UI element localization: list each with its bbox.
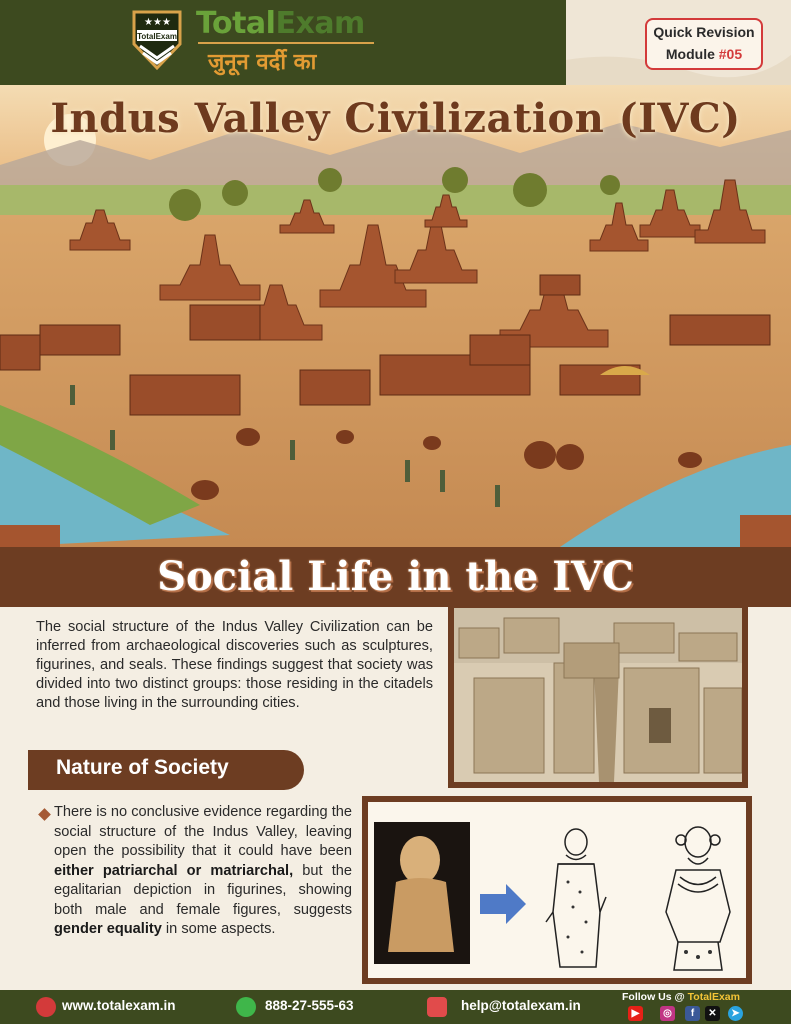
header <box>0 0 791 85</box>
priest-king-illustration <box>368 802 746 978</box>
hero-title: Indus Valley Civilization (IVC) <box>50 95 741 142</box>
subheading-pill <box>28 750 304 790</box>
header-brand-area <box>0 0 566 85</box>
section-title: Social Life in the IVC <box>157 553 634 600</box>
brand-divider <box>198 42 374 44</box>
telegram-icon[interactable]: ➤ <box>728 1006 743 1021</box>
youtube-icon[interactable]: ▶ <box>628 1006 643 1021</box>
totalexam-logo-icon <box>130 8 184 74</box>
bullet-text-3: in some aspects. <box>161 921 276 937</box>
svg-text:TotalExam: TotalExam <box>137 32 177 41</box>
svg-text:★: ★ <box>144 17 153 28</box>
brand-name-main: Total <box>196 6 276 41</box>
svg-text:★: ★ <box>153 17 162 28</box>
module-id: #05 <box>718 46 743 62</box>
bullet-text-2: but the egalitarian depiction in figurines, showing both male and female figures, suggests <box>54 862 353 918</box>
quick-revision-label: Quick Revision <box>653 24 755 40</box>
follow-handle: TotalExam <box>687 991 740 1003</box>
bullet-bold-2: gender equality <box>54 921 162 937</box>
follow-us-label <box>622 991 740 1003</box>
figurine-comparison-figure <box>362 796 752 984</box>
globe-icon <box>36 997 56 1017</box>
email-icon <box>427 997 447 1017</box>
hero-illustration <box>0 85 791 547</box>
indus-city-illustration <box>0 85 791 547</box>
bullet-text-1: There is no conclusive evidence regarding the social structure of the Indus Valley, leaving open the possibility that it could have been <box>54 804 352 859</box>
email-link[interactable]: help@totalexam.in <box>461 998 581 1013</box>
x-icon[interactable]: ✕ <box>705 1006 720 1021</box>
module-number <box>647 46 761 62</box>
website-link[interactable]: www.totalexam.in <box>62 998 176 1013</box>
intro-paragraph: The social structure of the Indus Valley Civilization can be inferred from archaeological discoveries such as sculptures, figurines, and seals. These findings suggest that society was divided into two distinct groups: those residing in the citadels and those living in the surrounding cities. <box>36 619 433 711</box>
brand-name-accent: Exam <box>275 6 365 41</box>
brand-name <box>196 6 365 41</box>
ruins-illustration <box>454 608 742 782</box>
instagram-icon[interactable]: ◎ <box>660 1006 675 1021</box>
facebook-icon[interactable]: f <box>685 1006 700 1021</box>
follow-label: Follow Us @ <box>622 991 688 1003</box>
footer <box>0 990 791 1024</box>
section-banner <box>0 547 791 607</box>
svg-text:★: ★ <box>162 17 171 28</box>
subheading-text: Nature of Society <box>56 756 229 779</box>
quick-revision-badge <box>645 18 763 70</box>
module-label: Module <box>665 46 715 62</box>
bullet-paragraph <box>54 803 352 940</box>
phone-number[interactable]: 888-27-555-63 <box>265 998 354 1013</box>
ruins-photo <box>448 602 748 788</box>
whatsapp-icon <box>236 997 256 1017</box>
bullet-bold-1: either patriarchal or matriarchal, <box>54 862 294 879</box>
brand-tagline: जुनून वर्दी का <box>208 50 317 75</box>
